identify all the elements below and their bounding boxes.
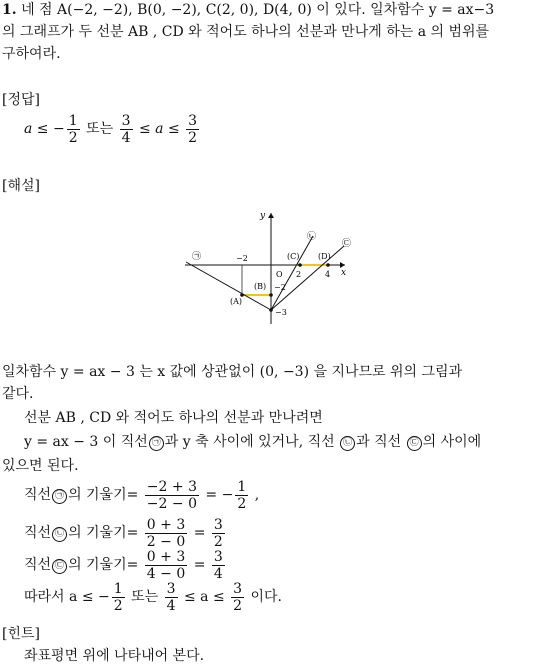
problem-line-2: 의 그래프가 두 선분 AB , CD 와 적어도 하나의 선분과 만나게 하는 a 의 범위를 — [2, 24, 490, 40]
tick-x-2: 2 — [296, 270, 302, 279]
slope-line-3: 직선 ㉢ 의 기울기= $\frac{0 + 3}{4 - 0}$ = $\frac{3}{4}$ — [24, 548, 223, 582]
origin-label: O — [276, 270, 283, 279]
problem-number: 1. — [2, 2, 17, 18]
solution-p1b: 같다. — [2, 386, 34, 402]
line-2-label: ㉡ — [307, 232, 317, 242]
x-axis-label: x — [341, 268, 347, 278]
fraction: $\frac{3}{2}$ — [213, 516, 223, 550]
fraction: $\frac{1}{2}$ — [237, 478, 247, 512]
fraction: $\frac{3}{2}$ — [188, 112, 198, 146]
problem-line-3: 구하여라. — [2, 46, 61, 62]
solution-p4: 있으면 된다. — [2, 458, 79, 474]
tick-y-neg2: −2 — [274, 283, 286, 292]
hint-header: [힌트] — [2, 626, 40, 642]
line-1-label: ㉠ — [192, 252, 202, 262]
label-a: (A) — [230, 297, 243, 306]
point-y-intercept — [269, 308, 273, 312]
y-axis-label: y — [260, 211, 266, 221]
line-3-label: ㉢ — [342, 239, 352, 249]
fraction: $\frac{0 + 3}{2 - 0}$ — [146, 516, 186, 550]
tick-x-neg2: −2 — [236, 254, 248, 263]
y-axis-arrow — [268, 213, 274, 218]
fraction: $\frac{3}{2}$ — [233, 580, 243, 614]
answer-expression: a ≤ − $\frac{1}{2}$ 또는 $\frac{3}{4}$ ≤ a ≤ $\frac{3}{2}$ — [24, 112, 198, 146]
circled-label-3: ㉢ — [52, 559, 67, 574]
circled-label-1: ㉠ — [149, 436, 164, 451]
circled-label-2: ㉡ — [52, 527, 67, 542]
point-d — [326, 263, 330, 267]
circled-label-2: ㉡ — [340, 436, 355, 451]
fraction: $\frac{3}{4}$ — [166, 580, 176, 614]
solution-header: [해설] — [2, 178, 40, 194]
fraction: $\frac{1}{2}$ — [113, 580, 123, 614]
coordinate-graph — [180, 208, 360, 328]
tick-y-neg3: −3 — [275, 308, 287, 317]
label-b: (B) — [254, 282, 267, 291]
fraction: $\frac{3}{4}$ — [121, 112, 131, 146]
circled-label-1: ㉠ — [52, 489, 67, 504]
hint-text: 좌표평면 위에 나타내어 본다. — [24, 648, 205, 664]
tick-x-4: 4 — [325, 270, 331, 279]
fraction: $\frac{3}{4}$ — [213, 548, 223, 582]
label-c: (C) — [287, 252, 300, 261]
problem-line-1 — [2, 0, 494, 20]
solution-p1a: 일차함수 y = ax − 3 는 x 값에 상관없이 (0, −3) 을 지나므로 위의 그림과 — [2, 364, 463, 380]
point-b — [269, 293, 273, 297]
slope-line-2: 직선 ㉡ 의 기울기= $\frac{0 + 3}{2 - 0}$ = $\frac{3}{2}$ — [24, 516, 223, 550]
conclusion: 따라서 a ≤ − $\frac{1}{2}$ 또는 $\frac{3}{4}$ ≤ a ≤ $\frac{3}{2}$ 이다. — [24, 580, 283, 614]
answer-header: [정답] — [2, 92, 40, 108]
circled-label-3: ㉢ — [407, 436, 422, 451]
fraction: $\frac{0 + 3}{4 - 0}$ — [146, 548, 186, 582]
problem-text-1: 네 점 A(−2, −2), B(0, −2), C(2, 0), D(4, 0) 이 있다. 일차함수 y = ax−3 — [21, 2, 495, 18]
fraction: $\frac{-2 + 3}{-2 - 0}$ — [146, 478, 197, 512]
label-d: (D) — [318, 252, 331, 261]
solution-p2: 선분 AB , CD 와 적어도 하나의 선분과 만나려면 — [24, 410, 323, 426]
solution-p3: y = ax − 3 이 직선 ㉠ 과 y 축 사이에 있거나, 직선 ㉡ 과 직선 ㉢ 의 사이에 — [24, 434, 482, 450]
point-c — [298, 263, 302, 267]
slope-line-1: 직선 ㉠ 의 기울기= $\frac{-2 + 3}{-2 - 0}$ = − $\frac{1}{2}$ , — [24, 478, 260, 512]
fraction: $\frac{1}{2}$ — [68, 112, 78, 146]
